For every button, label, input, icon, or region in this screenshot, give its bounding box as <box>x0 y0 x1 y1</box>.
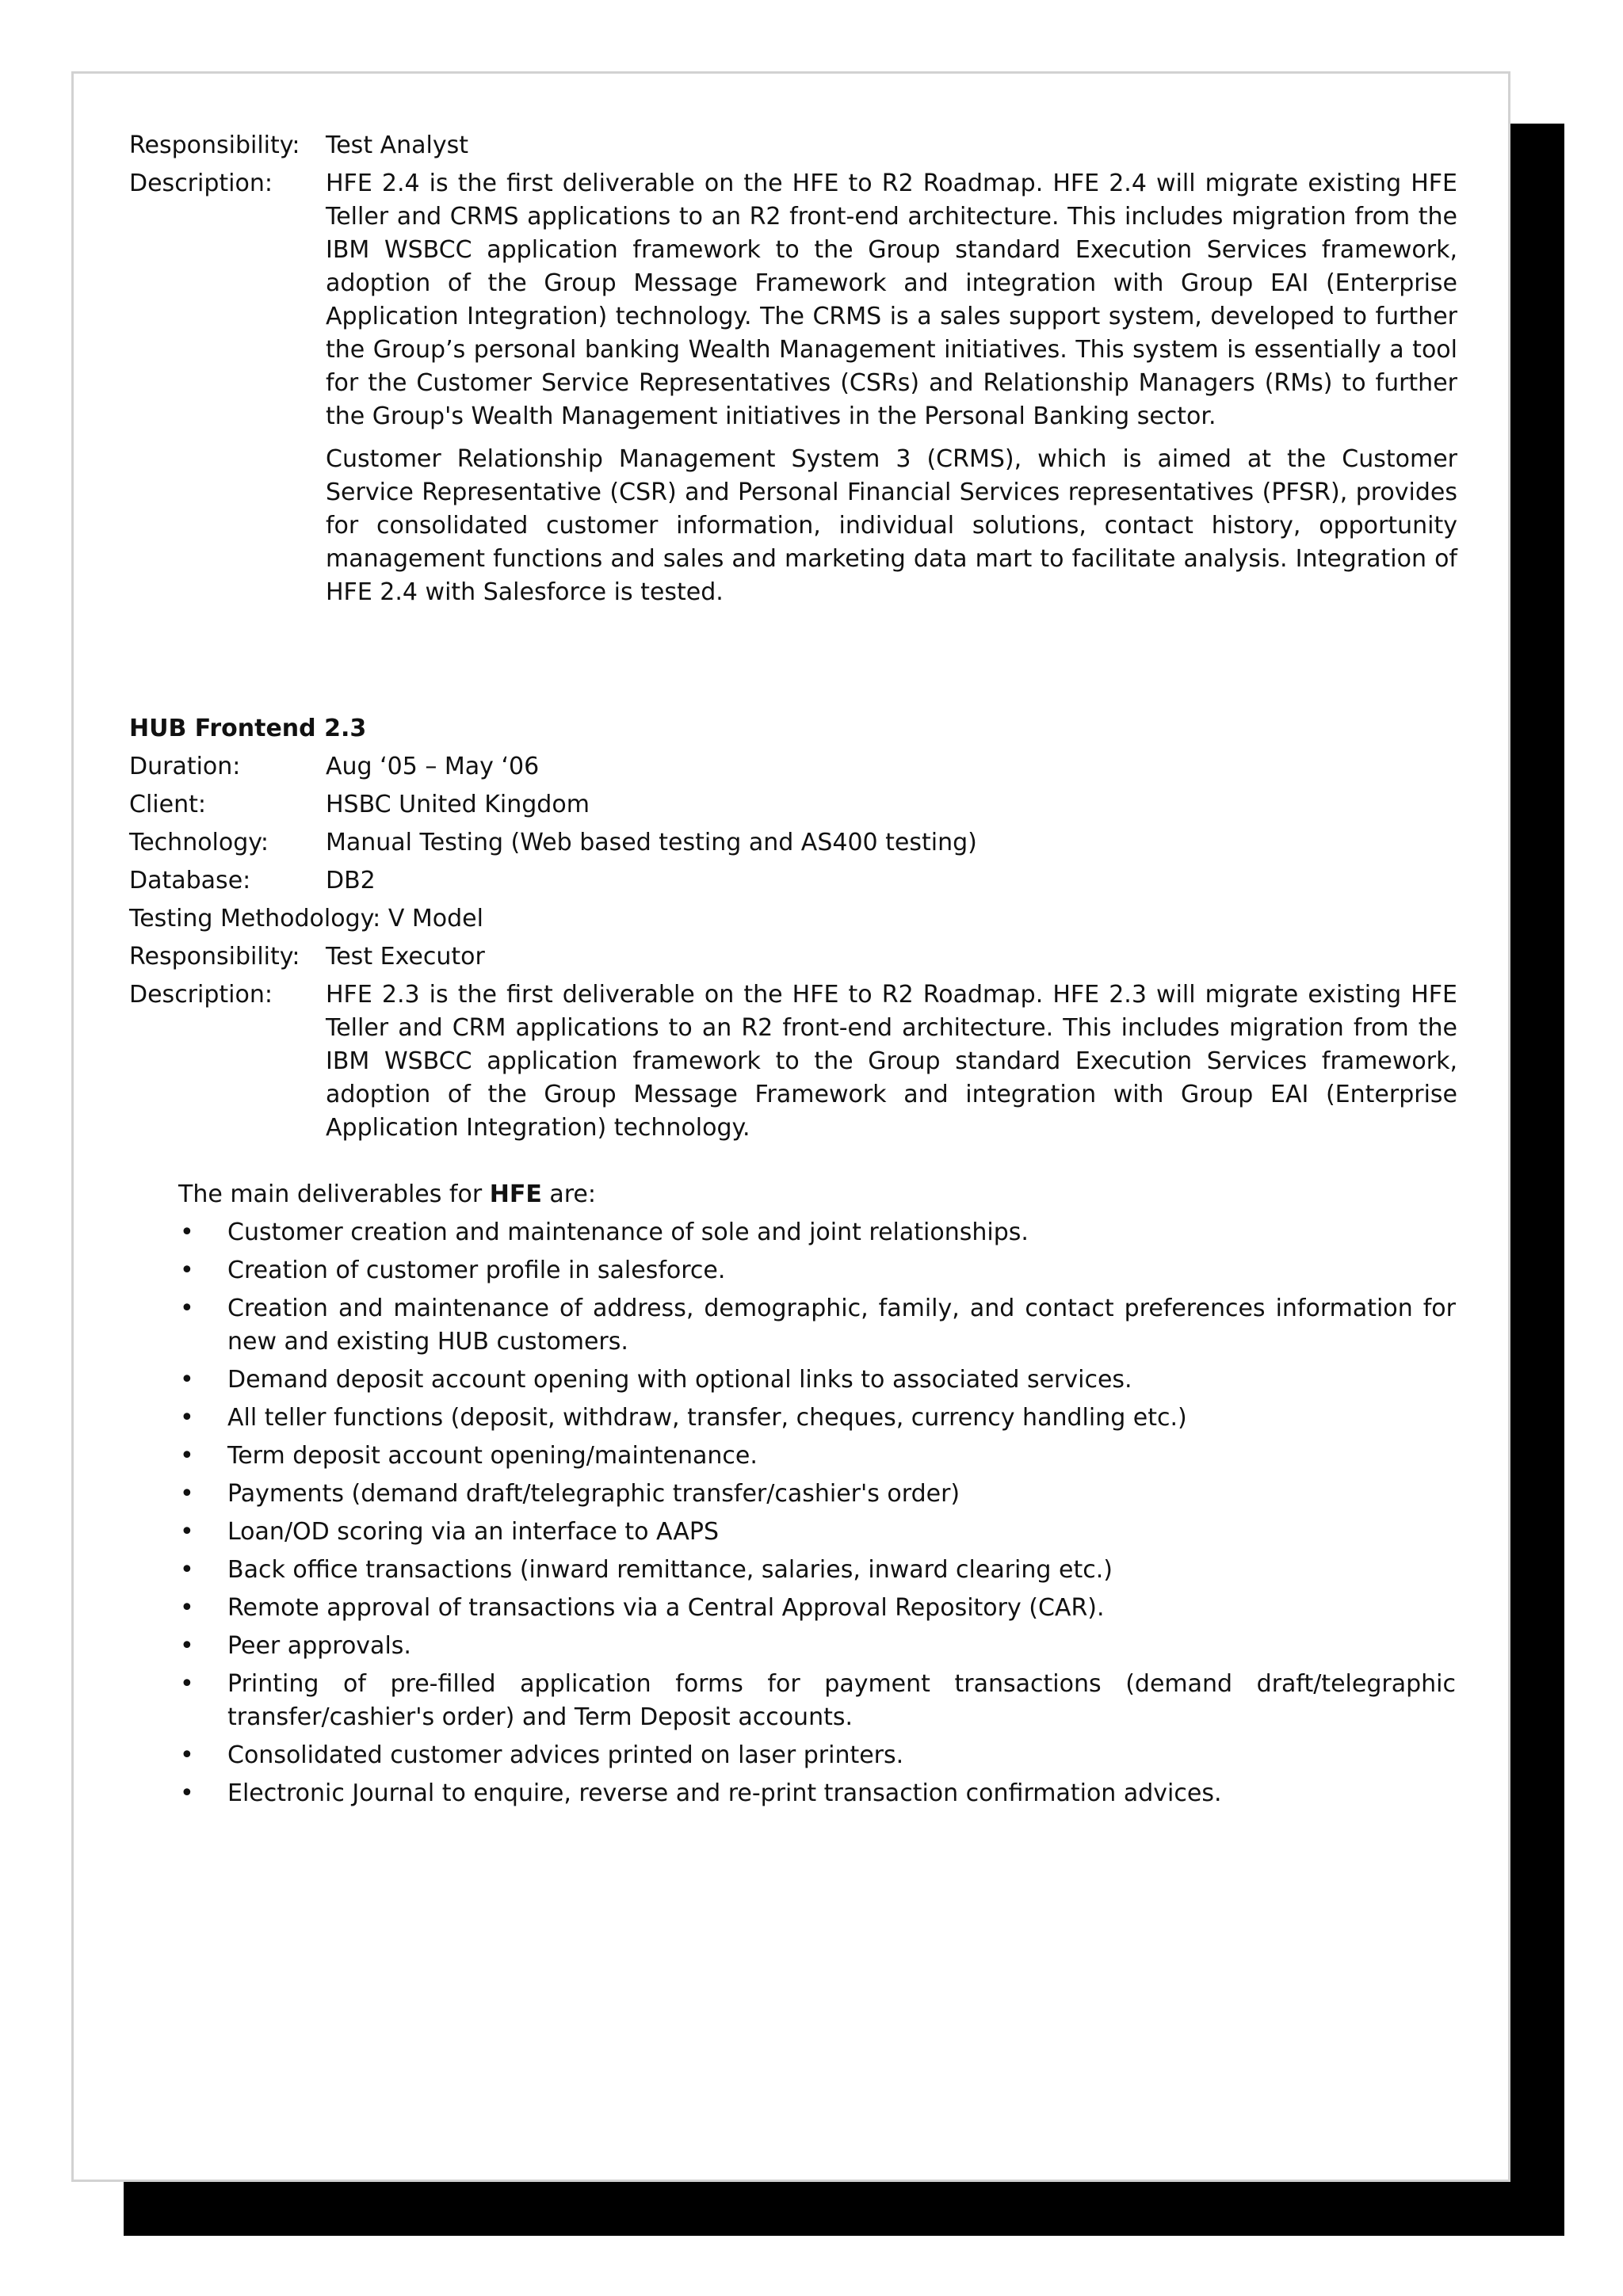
list-item-text: Customer creation and maintenance of sole and joint relationships. <box>227 1219 1029 1246</box>
bullet-icon: • <box>180 1741 194 1769</box>
list-item <box>178 1777 1456 1810</box>
list-item <box>178 1516 1456 1549</box>
list-item <box>178 1216 1456 1249</box>
duration-row <box>129 750 1457 784</box>
bullet-icon: • <box>180 1556 194 1584</box>
list-item-text: Remote approval of transactions via a Central Approval Repository (CAR). <box>227 1594 1105 1622</box>
duration-value: Aug ‘05 – May ‘06 <box>326 753 540 780</box>
bullet-icon: • <box>180 1366 194 1394</box>
bullet-icon: • <box>180 1404 194 1432</box>
list-item-text: Payments (demand draft/telegraphic transfer/cashier's order) <box>227 1480 960 1508</box>
list-item <box>178 1630 1456 1663</box>
bullet-icon: • <box>180 1442 194 1470</box>
list-item-text: Electronic Journal to enquire, reverse and re-print transaction confirmation advices. <box>227 1779 1222 1807</box>
list-item-text: Term deposit account opening/maintenance. <box>227 1442 758 1470</box>
bullet-icon: • <box>180 1594 194 1622</box>
responsibility-value: Test Analyst <box>326 132 469 159</box>
list-item <box>178 1254 1456 1287</box>
client-label: Client: <box>129 791 206 818</box>
description-value <box>326 978 1457 1145</box>
list-item-text: Peer approvals. <box>227 1632 411 1660</box>
list-item-text: Back office transactions (inward remittance, salaries, inward clearing etc.) <box>227 1556 1113 1584</box>
bullet-icon: • <box>180 1632 194 1660</box>
bullet-icon: • <box>180 1295 194 1322</box>
database-label: Database: <box>129 867 251 894</box>
list-item <box>178 1739 1456 1772</box>
list-item-text: Consolidated customer advices printed on laser printers. <box>227 1741 904 1769</box>
responsibility-label: Responsibility: <box>129 943 300 971</box>
deliverables-intro <box>178 1178 1457 1211</box>
responsibility-row <box>129 129 1457 162</box>
bullet-icon: • <box>180 1670 194 1698</box>
description-label: Description: <box>129 170 273 197</box>
section-spacer <box>129 614 1457 712</box>
responsibility-value: Test Executor <box>326 943 485 971</box>
intro-bold: HFE <box>489 1180 542 1208</box>
bullet-icon: • <box>180 1518 194 1546</box>
list-item <box>178 1554 1456 1587</box>
client-value: HSBC United Kingdom <box>326 791 590 818</box>
list-item-text: Printing of pre-filled application forms for payment transactions (demand draft/telegraphic transfer/cashier's order) and Term Deposit accounts. <box>227 1670 1456 1731</box>
list-item-text: Creation of customer profile in salesforce. <box>227 1257 726 1284</box>
bullet-icon: • <box>180 1219 194 1246</box>
list-item <box>178 1478 1456 1511</box>
database-row <box>129 864 1457 898</box>
list-item <box>178 1363 1456 1397</box>
technology-value: Manual Testing (Web based testing and AS400 testing) <box>326 829 977 856</box>
responsibility-label: Responsibility: <box>129 132 300 159</box>
project-title: HUB Frontend 2.3 <box>129 715 367 742</box>
list-item-text: Creation and maintenance of address, demographic, family, and contact preferences information for new and existing HUB customers. <box>227 1295 1456 1356</box>
deliverables-list <box>129 1216 1456 1810</box>
description-label: Description: <box>129 981 273 1009</box>
description-value <box>326 167 1457 609</box>
intro-prefix: The main deliverables for <box>178 1180 490 1208</box>
technology-row <box>129 826 1457 860</box>
list-item <box>178 1668 1456 1734</box>
bullet-icon: • <box>180 1257 194 1284</box>
list-item-text: All teller functions (deposit, withdraw, transfer, cheques, currency handling etc.) <box>227 1404 1187 1432</box>
list-item-text: Loan/OD scoring via an interface to AAPS <box>227 1518 719 1546</box>
bullet-icon: • <box>180 1779 194 1807</box>
list-item <box>178 1592 1456 1625</box>
responsibility-row <box>129 940 1457 974</box>
duration-label: Duration: <box>129 753 241 780</box>
database-value: DB2 <box>326 867 376 894</box>
description-paragraph: HFE 2.3 is the first deliverable on the HFE to R2 Roadmap. HFE 2.3 will migrate existing HFE Teller and CRM applications to an R2 front-end architecture. This includes migration from the IBM WSBCC application framework to the Group standard Execution Services framework, adoption of the Group Message Framework and integration with Group EAI (Enterprise Application Integration) technology. <box>326 981 1457 1142</box>
description-paragraph: HFE 2.4 is the first deliverable on the HFE to R2 Roadmap. HFE 2.4 will migrate existing HFE Teller and CRMS applications to an R2 front-end architecture. This includes migration from the IBM WSBCC application framework to the Group standard Execution Services framework, adoption of the Group Message Framework and integration with Group EAI (Enterprise Application Integration) technology. The CRMS is a sales support system, developed to further the Group’s personal banking Wealth Management initiatives. This system is essentially a tool for the Customer Service Representatives (CSRs) and Relationship Managers (RMs) to further the Group's Wealth Management initiatives in the Personal Banking sector. <box>326 170 1457 430</box>
technology-label: Technology: <box>129 829 269 856</box>
description-paragraph: Customer Relationship Management System 3 (CRMS), which is aimed at the Customer Service Representative (CSR) and Personal Financial Services representatives (PFSR), provides for consolidated customer information, individual solutions, contact history, opportunity management functions and sales and marketing data mart to facilitate analysis. Integration of HFE 2.4 with Salesforce is tested. <box>326 445 1457 606</box>
page-content <box>129 129 1457 1815</box>
list-item <box>178 1292 1456 1359</box>
description-row <box>129 167 1457 609</box>
methodology-line: Testing Methodology: V Model <box>129 905 483 933</box>
list-item <box>178 1402 1456 1435</box>
document-page <box>71 71 1510 2182</box>
bullet-icon: • <box>180 1480 194 1508</box>
list-item <box>178 1440 1456 1473</box>
description-row <box>129 978 1457 1145</box>
intro-suffix: are: <box>541 1180 596 1208</box>
client-row <box>129 788 1457 822</box>
list-item-text: Demand deposit account opening with optional links to associated services. <box>227 1366 1132 1394</box>
